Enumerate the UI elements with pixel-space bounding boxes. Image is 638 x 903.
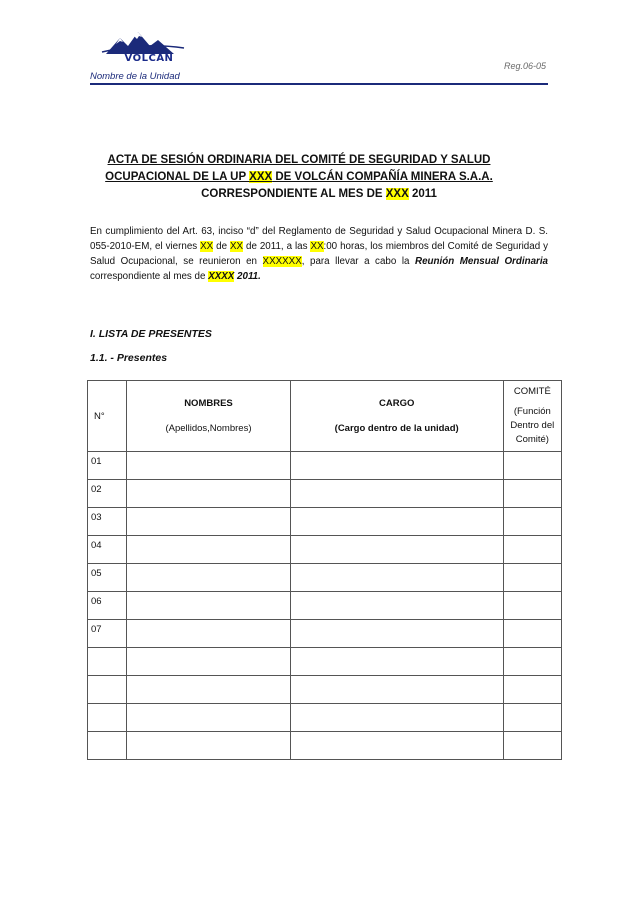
table-body xyxy=(88,452,562,760)
header-number: N° xyxy=(88,381,127,452)
row-number xyxy=(88,676,127,704)
para-text-2: de xyxy=(213,241,230,252)
table-row xyxy=(88,676,562,704)
row-cargo[interactable] xyxy=(290,620,503,648)
header-cargo-sub: (Cargo dentro de la unidad) xyxy=(334,423,459,434)
row-nombres[interactable] xyxy=(127,676,290,704)
title-line-3 xyxy=(90,186,548,203)
table-row xyxy=(88,452,562,480)
para-placeholder-month: XX xyxy=(229,241,244,252)
row-nombres[interactable] xyxy=(127,452,290,480)
row-cargo[interactable] xyxy=(290,676,503,704)
header-cargo-title: CARGO xyxy=(378,398,415,409)
row-cargo[interactable] xyxy=(290,564,503,592)
table-header-row xyxy=(88,381,562,452)
row-nombres[interactable] xyxy=(127,732,290,760)
header-nombres-title: NOMBRES xyxy=(184,398,233,409)
title-line-2-b: DE VOLCÁN COMPAÑÍA MINERA S.A.A. xyxy=(272,171,493,183)
header-divider xyxy=(90,83,548,85)
title-line-3-a: CORRESPONDIENTE AL MES DE xyxy=(201,188,386,200)
row-number xyxy=(88,648,127,676)
row-cargo[interactable] xyxy=(290,452,503,480)
row-nombres[interactable] xyxy=(127,704,290,732)
row-nombres[interactable] xyxy=(127,564,290,592)
table-row xyxy=(88,732,562,760)
row-number: 07 xyxy=(88,620,127,648)
row-number: 03 xyxy=(88,508,127,536)
title-line-1: ACTA DE SESIÓN ORDINARIA DEL COMITÉ DE SEGURIDAD Y SALUD xyxy=(107,154,491,166)
para-text-6: correspondiente al mes de xyxy=(90,271,209,282)
document-header xyxy=(90,20,548,84)
row-cargo[interactable] xyxy=(290,480,503,508)
row-number: 01 xyxy=(88,452,127,480)
para-text-1: En cumplimiento del Art. 63, inciso “d” del Reglamento de Seguridad y Salud Ocupacional Minera D. S. 055-2010-EM, el viernes xyxy=(90,226,548,252)
section-subheading: 1.1. - Presentes xyxy=(90,352,168,364)
row-number: 06 xyxy=(88,592,127,620)
row-comite[interactable] xyxy=(503,508,561,536)
row-comite[interactable] xyxy=(503,648,561,676)
header-comite xyxy=(503,381,561,452)
header-comite-sub: (Función Dentro del Comité) xyxy=(510,406,555,445)
title-line-2-a: OCUPACIONAL DE LA UP xyxy=(105,171,250,183)
row-comite[interactable] xyxy=(503,676,561,704)
row-cargo[interactable] xyxy=(290,592,503,620)
row-nombres[interactable] xyxy=(127,536,290,564)
table-row xyxy=(88,480,562,508)
reg-code: Reg.06-05 xyxy=(503,61,546,71)
intro-paragraph xyxy=(90,224,548,284)
table-row xyxy=(88,648,562,676)
header-nombres xyxy=(127,381,290,452)
row-nombres[interactable] xyxy=(127,508,290,536)
row-number: 02 xyxy=(88,480,127,508)
row-comite[interactable] xyxy=(503,452,561,480)
header-comite-title: COMITÉ xyxy=(513,386,551,397)
row-comite[interactable] xyxy=(503,536,561,564)
row-nombres[interactable] xyxy=(127,648,290,676)
table-row xyxy=(88,592,562,620)
para-text-4: :00 horas, los miembros del Comité de Seguridad y Salud Ocupacional, se reunieron en xyxy=(90,241,548,267)
row-cargo[interactable] xyxy=(290,732,503,760)
section-heading: I. LISTA DE PRESENTES xyxy=(90,328,212,340)
row-comite[interactable] xyxy=(503,480,561,508)
para-year: 2011. xyxy=(234,271,261,282)
row-nombres[interactable] xyxy=(127,480,290,508)
volcan-logo xyxy=(98,24,188,68)
para-placeholder-day: XX xyxy=(200,241,214,252)
table-row xyxy=(88,620,562,648)
row-number xyxy=(88,704,127,732)
logo-text: VOLCAN xyxy=(124,53,174,64)
para-text-3: de 2011, a las xyxy=(243,241,311,252)
table-row xyxy=(88,508,562,536)
attendance-table xyxy=(87,380,562,760)
table-row xyxy=(88,536,562,564)
row-cargo[interactable] xyxy=(290,508,503,536)
para-placeholder-hour: XX xyxy=(310,241,324,252)
row-comite[interactable] xyxy=(503,564,561,592)
row-comite[interactable] xyxy=(503,732,561,760)
title-line-3-b: 2011 xyxy=(408,188,437,200)
para-placeholder-place: XXXXXX xyxy=(262,256,302,267)
row-nombres[interactable] xyxy=(127,620,290,648)
row-cargo[interactable] xyxy=(290,536,503,564)
row-number xyxy=(88,732,127,760)
unit-name: Nombre de la Unidad xyxy=(90,71,180,82)
para-placeholder-month-2: XXXX xyxy=(208,271,235,282)
row-number: 04 xyxy=(88,536,127,564)
table-row xyxy=(88,564,562,592)
row-number: 05 xyxy=(88,564,127,592)
para-text-5: , para llevar a cabo la xyxy=(301,256,415,267)
para-meeting-type: Reunión Mensual Ordinaria xyxy=(415,256,548,267)
table-row xyxy=(88,704,562,732)
document-title xyxy=(90,152,548,203)
title-line-2 xyxy=(90,169,548,186)
row-cargo[interactable] xyxy=(290,648,503,676)
row-comite[interactable] xyxy=(503,704,561,732)
row-comite[interactable] xyxy=(503,620,561,648)
header-cargo xyxy=(290,381,503,452)
header-nombres-sub: (Apellidos,Nombres) xyxy=(165,423,252,434)
title-line-2-placeholder: XXX xyxy=(249,171,273,183)
row-cargo[interactable] xyxy=(290,704,503,732)
title-line-3-placeholder: XXX xyxy=(385,188,409,200)
row-nombres[interactable] xyxy=(127,592,290,620)
row-comite[interactable] xyxy=(503,592,561,620)
